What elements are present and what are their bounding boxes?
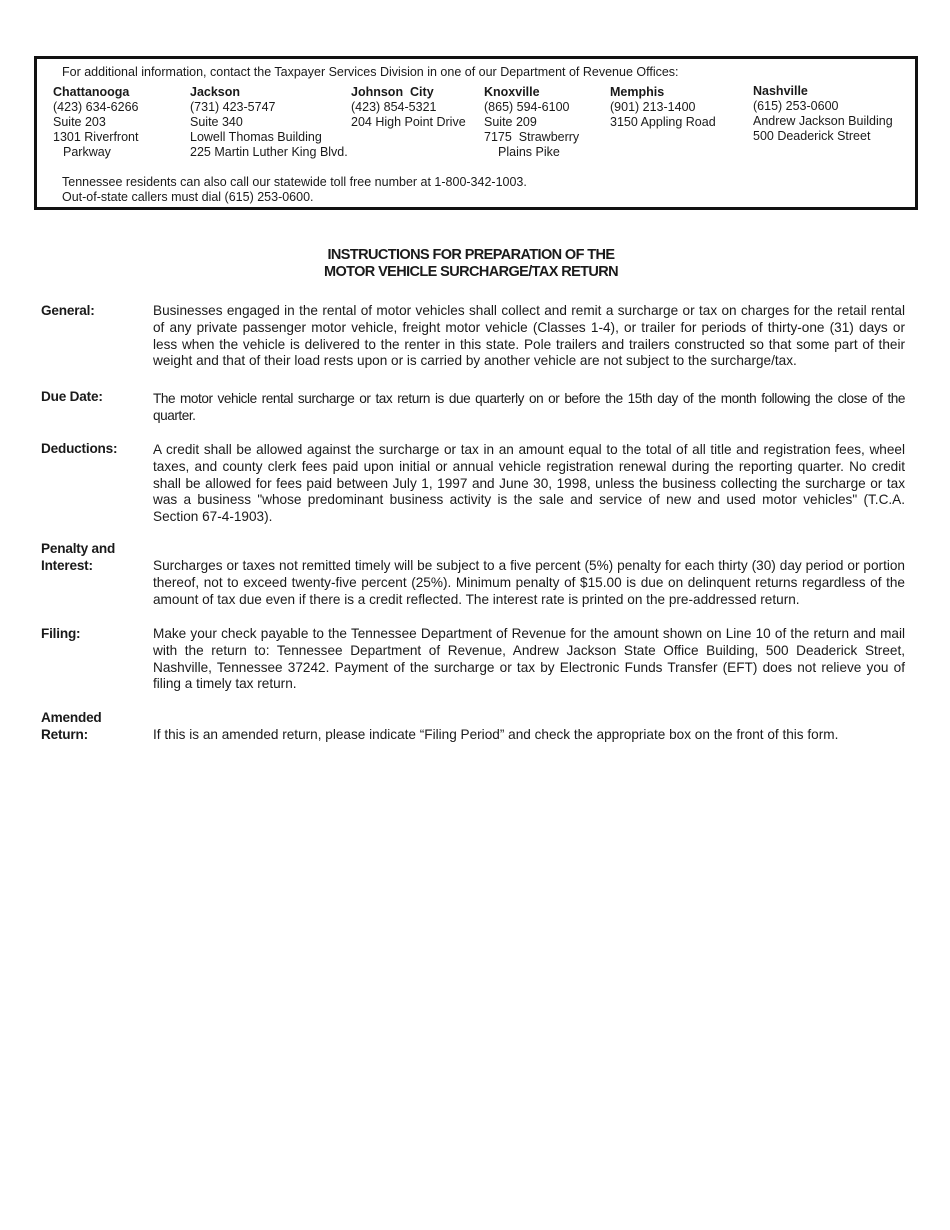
toll-free-note <box>62 175 527 205</box>
office-address-line: 225 Martin Luther King Blvd. <box>190 145 348 159</box>
section-label-line: Penalty and <box>41 541 116 556</box>
section-text: Make your check payable to the Tennessee Department of Revenue for the amount shown on Line 10 of the return and mail with the return to: Tennessee Department of Revenue, Andrew Jackson State Office Building, 500 Deaderick Street, Nashville, Tennessee 37242. Payment of the surcharge or tax by Electronic Funds Transfer (EFT) does not relieve you of filing a timely tax return. <box>153 626 905 692</box>
office-address-line: Andrew Jackson Building <box>753 114 893 128</box>
toll-free-text: Tennessee residents can also call our statewide toll free number at 1-800-342-1003. <box>62 175 527 189</box>
office-address-line: 3150 Appling Road <box>610 115 716 129</box>
office-address-line: Plains Pike <box>498 145 560 159</box>
section-text: Surcharges or taxes not remitted timely will be subject to a five percent (5%) penalty for each thirty (30) day period or portion thereof, not to exceed twenty-five percent (25%). Minimum penalty of $15.00 is due on delinquent returns regardless of the amount of tax due even if there is a credit reflected. The interest rate is printed on the pre-addressed return. <box>153 558 905 607</box>
office-memphis <box>610 85 716 130</box>
section-label-line: Return: <box>41 726 88 742</box>
section-label: Deductions: <box>41 441 118 456</box>
section-label-line: Interest: <box>41 557 93 573</box>
office-phone: (731) 423-5747 <box>190 100 276 114</box>
section-label: Filing: <box>41 626 81 641</box>
office-phone: (423) 634-6266 <box>53 100 139 114</box>
office-address-line: Suite 203 <box>53 115 106 129</box>
section-text: The motor vehicle rental surcharge or tax return is due quarterly on or before the 15th day of the month following the close of the quarter. <box>153 391 905 423</box>
section-text: A credit shall be allowed against the surcharge or tax in an amount equal to the total of all title and registration fees, wheel taxes, and county clerk fees paid upon initial or annual vehicle registration renewal during the reporting quarter. No credit shall be allowed for fees paid between July 1, 1997 and June 30, 1998, unless the business collecting the surcharge or tax was a business "whose predominant business activity is the sale and service of new and used motor vehicles" (T.C.A. Section 67-4-1903). <box>153 442 905 525</box>
section-label: General: <box>41 303 95 318</box>
contact-info-box <box>34 56 918 210</box>
section-label <box>41 710 147 744</box>
office-address-line: 204 High Point Drive <box>351 115 466 129</box>
office-address-line: Suite 209 <box>484 115 537 129</box>
office-address-line: Parkway <box>63 145 111 159</box>
section-text: Businesses engaged in the rental of motor vehicles shall collect and remit a surcharge or tax on charges for the retail rental of any private passenger motor vehicle, freight motor vehicle (Classes 1-4), or trailer for periods of thirty-one (31) days or less when the vehicle is delivered to the renter in this state. Pole trailers and trailers constructed so that some part of their weight and that of their load rests upon or is carried by another vehicle are not subject to the surcharge/tax. <box>153 303 905 369</box>
office-phone: (901) 213-1400 <box>610 100 696 114</box>
out-of-state-text: Out-of-state callers must dial (615) 253-0600. <box>62 190 314 204</box>
office-nashville <box>753 84 893 144</box>
office-city: Nashville <box>753 84 808 98</box>
office-city: Jackson <box>190 85 241 99</box>
office-city: Knoxville <box>484 85 540 99</box>
office-city: Chattanooga <box>53 85 130 99</box>
office-city: Memphis <box>610 85 665 99</box>
section-label <box>41 541 147 575</box>
section-text: If this is an amended return, please indicate “Filing Period” and check the appropriate box on the front of this form. <box>153 727 839 742</box>
office-city: Johnson City <box>351 85 434 99</box>
office-phone: (865) 594-6100 <box>484 100 570 114</box>
section-label-line: Amended <box>41 710 102 725</box>
office-jackson <box>190 85 348 160</box>
office-address-line: 500 Deaderick Street <box>753 129 871 143</box>
section-label: Due Date: <box>41 389 103 404</box>
office-address-line: 7175 Strawberry <box>484 130 580 144</box>
office-phone: (423) 854-5321 <box>351 100 437 114</box>
office-phone: (615) 253-0600 <box>753 99 839 113</box>
office-address-line: 1301 Riverfront <box>53 130 139 144</box>
office-address-line: Lowell Thomas Building <box>190 130 322 144</box>
office-address-line: Suite 340 <box>190 115 243 129</box>
office-johnson-city <box>351 85 466 130</box>
contact-intro: For additional information, contact the Taxpayer Services Division in one of our Department of Revenue Offices: <box>62 65 679 79</box>
page-title <box>0 247 942 281</box>
title-line-2: MOTOR VEHICLE SURCHARGE/TAX RETURN <box>323 264 619 280</box>
office-chattanooga <box>53 85 138 160</box>
title-line-1: INSTRUCTIONS FOR PREPARATION OF THE <box>327 247 615 263</box>
office-knoxville <box>484 85 579 160</box>
